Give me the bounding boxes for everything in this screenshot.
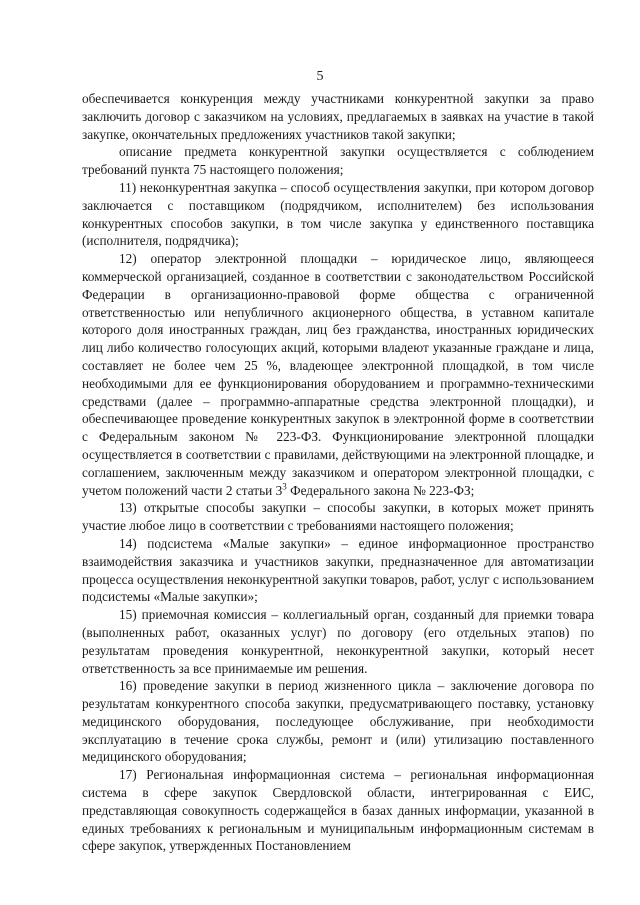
paragraph-12-text: 12) оператор электронной площадки – юридическое лицо, являющееся коммерческой организацией, созданное в соответствии с законодательством Российской Федерации в организационно-правовой форме общества с ограниченной ответственностью или непубличного акционерного общества, в уставном капитале которого доля иностранных граждан, лиц без гражданства, иностранных юридических лиц либо количество голосующих акций, которыми владеют указанные граждане и лица, составляет не более чем 25 %, владеющее электронной площадкой, в том числе необходимыми для ее функционирования оборудованием и программно-техническими средствами (далее – программно-аппаратные средства электронной площадки), и обеспечивающее проведение конкурентных закупок в электронной форме в соответствии с Федеральным законом № 223-ФЗ. Функционирование электронной площадки осуществляется в соответствии с правилами, действующими на электронной площадке, и соглашением, заключенным между заказчиком и оператором электронной площадки, с учетом положений части 2 статьи 3 (82, 251, 594, 498)
paragraph-competition-conditions: обеспечивается конкуренция между участниками конкурентной закупки за право заключить договор с заказчиком на условиях, предлагаемых в заявках на участие в такой закупке, окончательных предложениях участников такой закупки; (82, 91, 594, 142)
article-superscript: 3 (282, 481, 287, 492)
paragraph-subject-description: описание предмета конкурентной закупки осуществляется с соблюдением требований пункта 75 настоящего положения; (82, 144, 594, 178)
paragraph-16-life-cycle-purchase: 16) проведение закупки в период жизненного цикла – заключение договора по результатам конкурентного способа закупки, предусматривающего поставку, установку медицинского оборудования, последующее обслуживание, при необходимости эксплуатацию в течение срока службы, ремонт и (или) утилизацию поставленного медицинского оборудования; (82, 678, 594, 765)
paragraph-17-regional-information-system: 17) Региональная информационная система – региональная информационная система в сфере закупок Свердловской области, интегрированная с ЕИС, представляющая совокупность содержащейся в базах данных информации, указанной в единых требованиях к региональным и муниципальным информационным системам в сфере закупок, утвержденных Постановлением (82, 767, 594, 854)
paragraph-14-small-purchases-subsystem: 14) подсистема «Малые закупки» – единое информационное пространство взаимодействия заказчика и участников закупки, предназначенное для автоматизации процесса осуществления неконкурентной закупки товаров, работ, услуг с использованием подсистемы «Малые закупки»; (82, 535, 594, 605)
paragraph-12-tail: Федерального закона № 223-ФЗ; (286, 482, 475, 498)
page-number: 5 (316, 69, 324, 84)
paragraph-13-open-methods: 13) открытые способы закупки – способы закупки, в которых может принять участие любое лицо в соответствии с требованиями настоящего положения; (82, 500, 594, 534)
paragraph-12-platform-operator (82, 250, 594, 499)
paragraph-11-noncompetitive-purchase: 11) неконкурентная закупка – способ осуществления закупки, при котором договор заключается с поставщиком (подрядчиком, исполнителем) без использования конкурентных способов закупки, в том числе закупка у единственного поставщика (исполнителя, подрядчика); (82, 179, 594, 249)
paragraph-15-acceptance-commission: 15) приемочная комиссия – коллегиальный орган, созданный для приемки товара (выполненных работ, оказанных услуг) по договору (его отдельных этапов) по результатам проведения конкурентной, неконкурентной закупки, который несет ответственность за все принимаемые им решения. (82, 607, 594, 676)
document-body (82, 90, 594, 855)
